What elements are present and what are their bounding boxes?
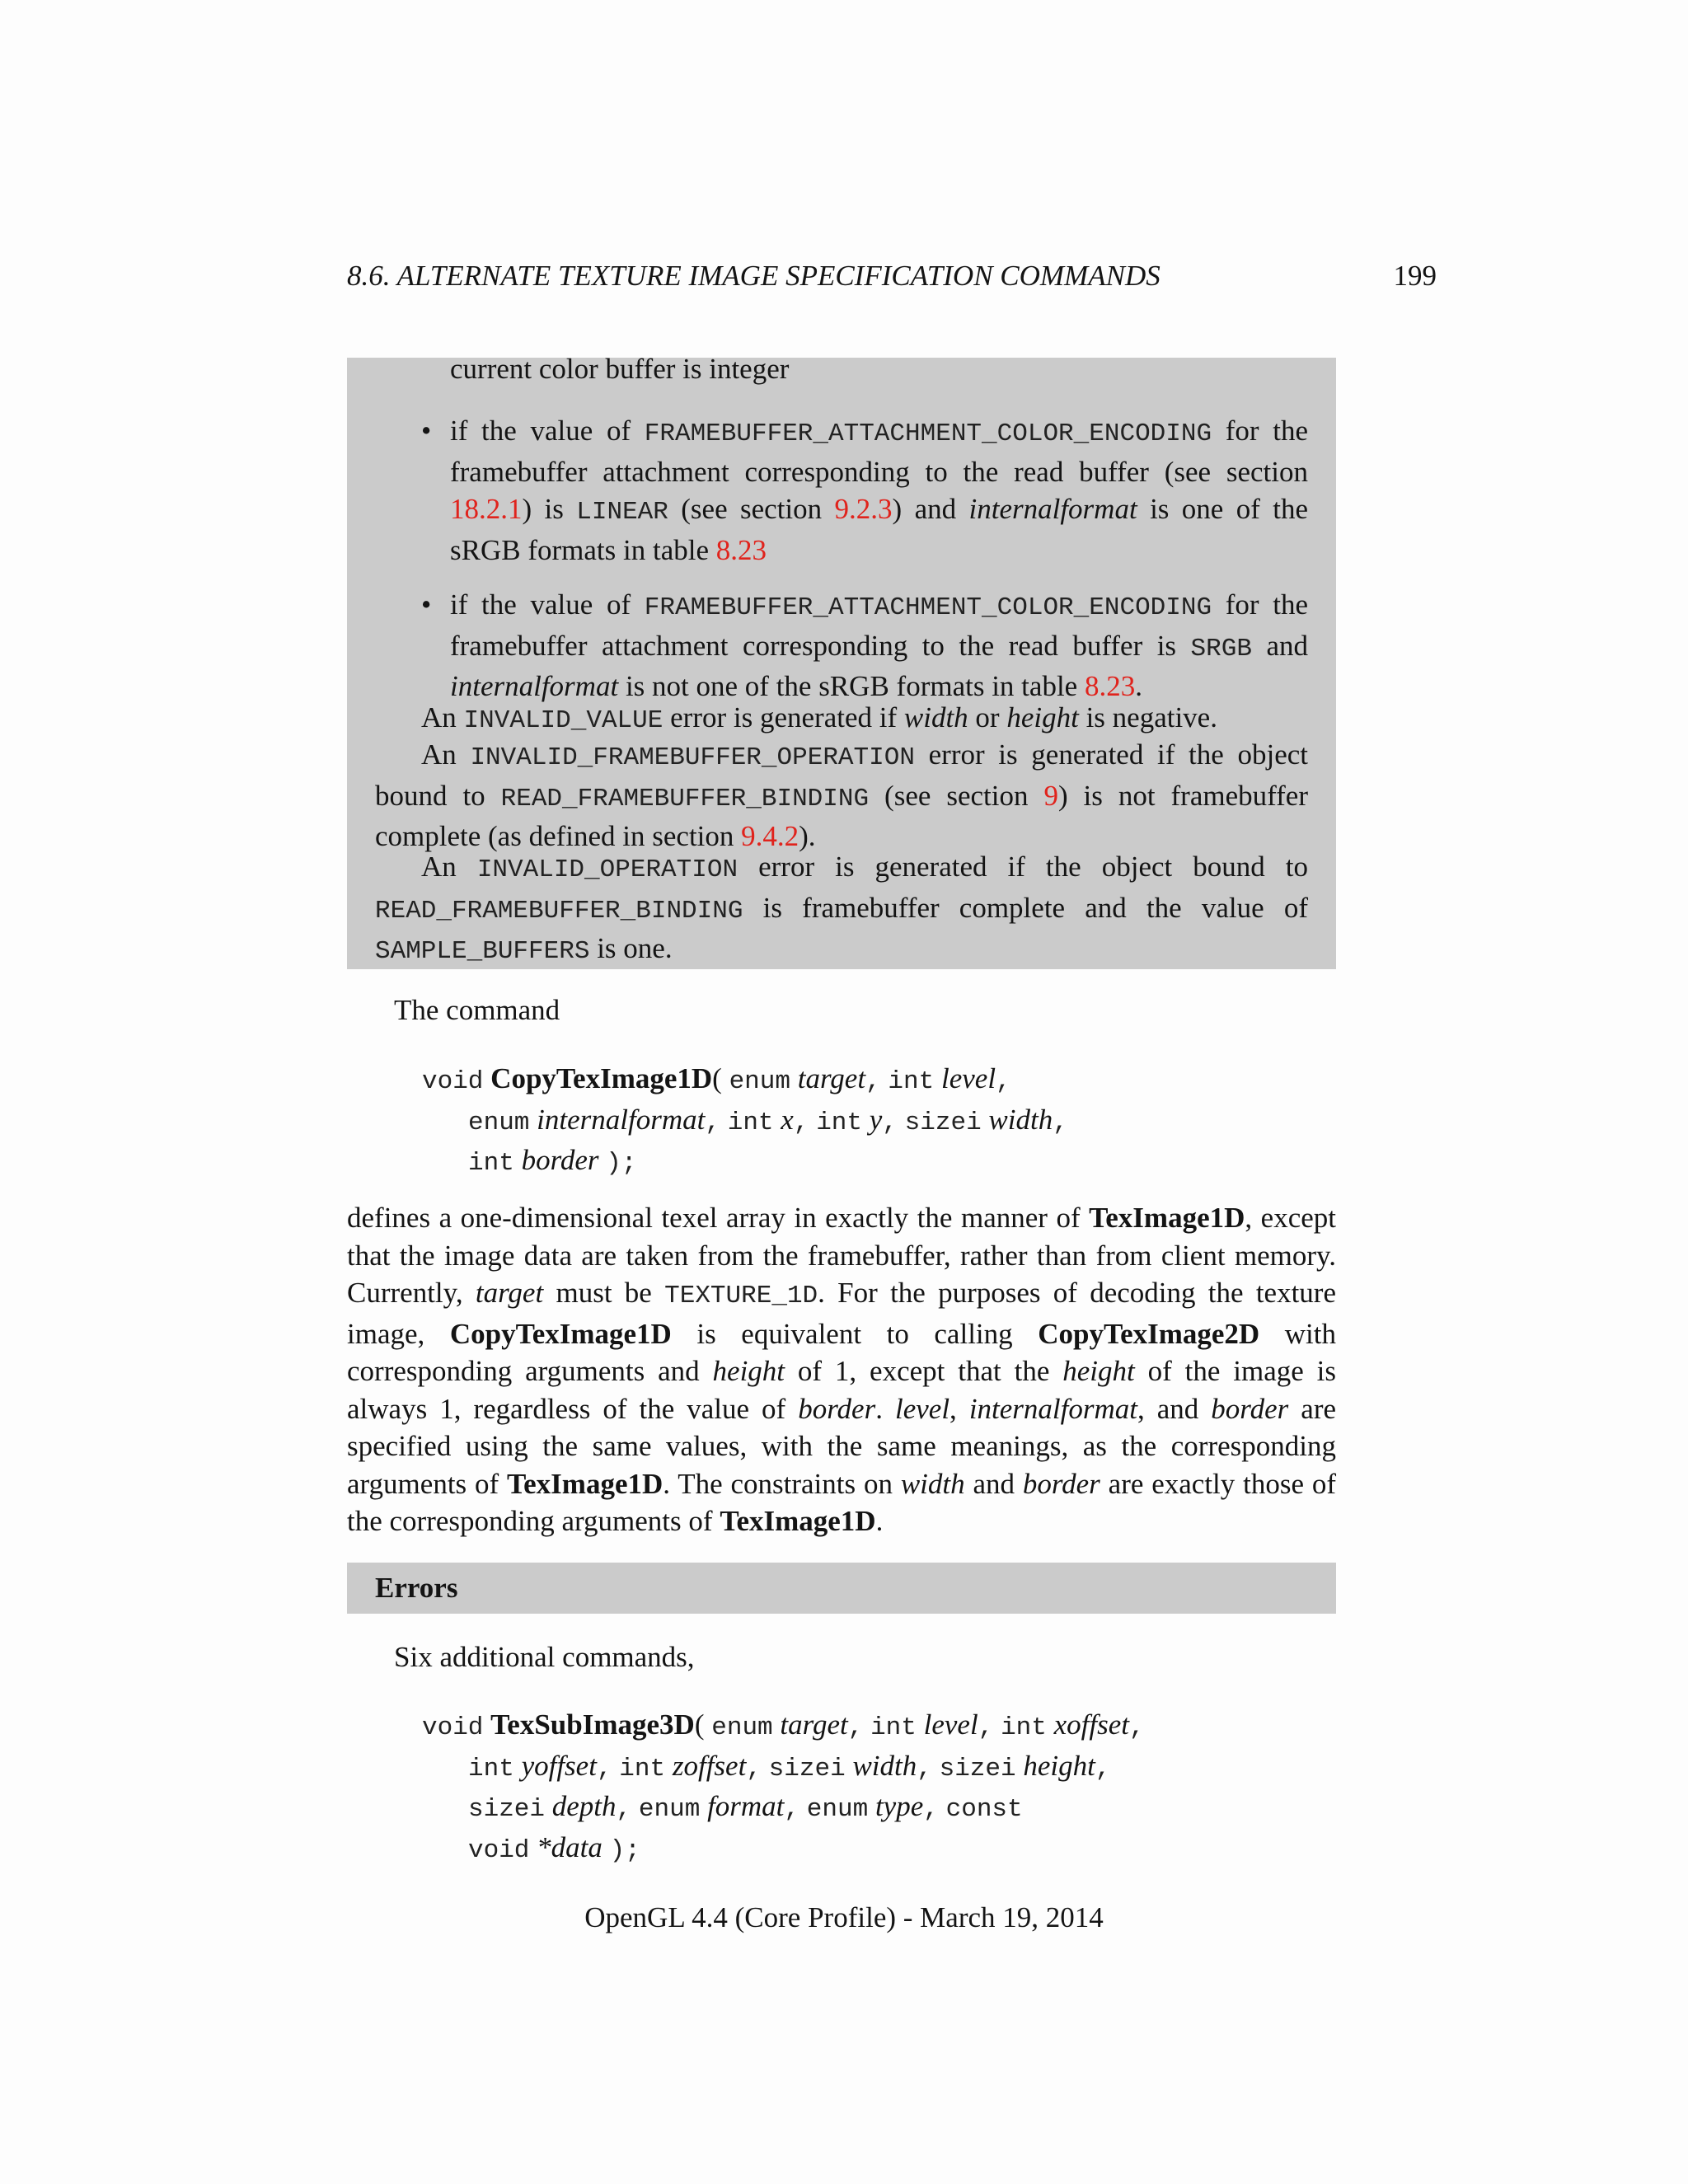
return-type: void (422, 1067, 484, 1096)
text: ) is (522, 493, 577, 525)
code-token: READ_FRAMEBUFFER_BINDING (500, 784, 870, 813)
the-command-label: The command (394, 994, 560, 1026)
text: ). (799, 820, 816, 852)
arg-type: int (619, 1754, 666, 1783)
comma: , (865, 1067, 881, 1096)
comma: , (1053, 1108, 1068, 1137)
arg-name: zoffset (672, 1749, 747, 1782)
code-token: FRAMEBUFFER_ATTACHMENT_COLOR_ENCODING (644, 419, 1212, 448)
text: . The constraints on (663, 1467, 901, 1500)
text: are specified using the same values, with the same meanings, as the corresponding arguments of (347, 1392, 1337, 1500)
param-name: target (475, 1277, 544, 1309)
param-name: border (1022, 1467, 1100, 1500)
arg-name: depth (551, 1790, 617, 1822)
arg-name: format (707, 1790, 785, 1822)
text: of the image is always 1, regardless of the value of (347, 1355, 1337, 1425)
param-name: width (900, 1467, 965, 1500)
text: with corresponding arguments and (347, 1317, 1336, 1387)
command-name: CopyTexImage1D (490, 1062, 713, 1094)
text: is framebuffer complete and the value of (743, 891, 1308, 924)
arg-name: target (797, 1062, 866, 1094)
continuation-line: current color buffer is integer (450, 353, 790, 385)
code-token: READ_FRAMEBUFFER_BINDING (375, 896, 743, 926)
arg-type: sizei (468, 1795, 546, 1824)
text: and (964, 1467, 1023, 1500)
arg-type: sizei (768, 1754, 846, 1783)
prototype-line-1 (422, 1706, 1145, 1747)
arg-type: enum (806, 1795, 869, 1824)
comma: , (923, 1795, 939, 1824)
comma: , (1095, 1754, 1111, 1783)
comma: , (616, 1795, 632, 1824)
error-invalid-framebuffer-operation (375, 736, 1308, 855)
prototype-line-2 (422, 1747, 1145, 1788)
arg-type: int (816, 1108, 862, 1137)
texsubimage3d-prototype (422, 1706, 1145, 1869)
page-footer: OpenGL 4.4 (Core Profile) - March 19, 2014 (584, 1901, 1104, 1933)
text: if the value of (450, 588, 645, 621)
arg-type: sizei (904, 1108, 982, 1137)
text: An (421, 738, 471, 771)
section-link[interactable]: 9.4.2 (741, 820, 799, 852)
arg-type: sizei (939, 1754, 1016, 1783)
text: are exactly those of the corresponding arguments of (347, 1467, 1336, 1537)
param-name: border (798, 1392, 876, 1425)
param-name: height (1062, 1355, 1135, 1387)
comma: , (882, 1108, 898, 1137)
code-token: LINEAR (576, 498, 668, 527)
arg-name: level (940, 1062, 996, 1094)
code-token: TEXTURE_1D (664, 1282, 818, 1310)
arg-type: int (1001, 1713, 1047, 1742)
comma: , (793, 1108, 809, 1137)
text: ) is not framebuffer complete (as defined in section (375, 779, 1308, 852)
paren: ( (712, 1062, 722, 1094)
command-ref: CopyTexImage2D (1038, 1317, 1260, 1350)
arg-type: int (468, 1149, 514, 1178)
text: , and (1137, 1392, 1212, 1425)
copyteximage1d-prototype (422, 1060, 1068, 1183)
arg-type: int (870, 1713, 917, 1742)
table-link[interactable]: 8.23 (715, 533, 767, 566)
arg-name: type (874, 1790, 924, 1822)
arg-name: xoffset (1053, 1708, 1129, 1741)
comma: , (917, 1754, 932, 1783)
code-token: INVALID_OPERATION (476, 855, 738, 884)
text: is negative. (1078, 701, 1217, 733)
code-token: SAMPLE_BUFFERS (375, 937, 590, 966)
text: defines a one-dimensional texel array in exactly the manner of (347, 1202, 1090, 1234)
param-name: internalformat (968, 1392, 1137, 1425)
arg-name: border (521, 1144, 599, 1176)
text: An (421, 851, 477, 883)
prototype-line-2 (422, 1101, 1068, 1142)
comma: , (996, 1067, 1011, 1096)
text: . (1135, 670, 1142, 702)
text: error is generated if the object bound to (375, 738, 1308, 812)
arg-name: internalformat (537, 1103, 706, 1136)
paren: ); (606, 1149, 637, 1178)
text: , (950, 1392, 969, 1425)
arg-type: enum (638, 1795, 701, 1824)
text: is equivalent to calling (671, 1317, 1039, 1350)
bullet-dot: • (421, 415, 432, 447)
arg-type: int (727, 1108, 774, 1137)
page-number: 199 (1393, 260, 1437, 292)
bullet-dot: • (421, 588, 432, 621)
code-token: SRGB (1190, 634, 1252, 663)
running-header (347, 257, 1437, 295)
text: if the value of (450, 415, 645, 447)
comma: , (978, 1713, 994, 1742)
text: for the framebuffer attachment corresponding to the read buffer is (450, 588, 1308, 662)
section-link[interactable]: 9.2.3 (834, 493, 893, 525)
param-name: border (1211, 1392, 1289, 1425)
text: . For the purposes of decoding the texture image, (347, 1277, 1336, 1350)
code-token: INVALID_FRAMEBUFFER_OPERATION (470, 743, 915, 772)
prototype-line-1 (422, 1060, 1068, 1101)
text: is one of the sRGB formats in table (450, 493, 1309, 566)
bullet-srgb-srgb (450, 586, 1308, 705)
section-title: 8.6. ALTERNATE TEXTURE IMAGE SPECIFICATION COMMANDS (347, 260, 1160, 292)
arg-name: y (869, 1103, 883, 1136)
arg-type: const (945, 1795, 1023, 1824)
text: is not one of the sRGB formats in table (618, 670, 1085, 702)
code-token: INVALID_VALUE (463, 706, 663, 735)
text: . (875, 1505, 884, 1537)
comma: , (705, 1108, 720, 1137)
comma: , (847, 1713, 864, 1742)
comma: , (746, 1754, 762, 1783)
table-link[interactable]: 8.23 (1084, 670, 1136, 702)
command-ref: CopyTexImage1D (449, 1317, 672, 1350)
command-ref: TexImage1D (720, 1505, 876, 1537)
text: or (968, 701, 1007, 733)
arg-name: yoffset (521, 1749, 597, 1782)
param-name: height (1006, 701, 1079, 733)
text: error is generated if (663, 701, 904, 733)
text: for the framebuffer attachment corresponding to the read buffer (see section (450, 415, 1308, 488)
param-name: internalformat (450, 670, 619, 702)
bullet-srgb-linear (450, 412, 1308, 569)
command-ref: TexImage1D (507, 1467, 663, 1500)
section-link[interactable]: 9 (1043, 779, 1058, 812)
code-token: FRAMEBUFFER_ATTACHMENT_COLOR_ENCODING (644, 593, 1212, 622)
param-name: internalformat (968, 493, 1137, 525)
param-name: width (903, 701, 968, 733)
text: must be (543, 1277, 665, 1309)
comma: , (596, 1754, 612, 1783)
arg-type: int (468, 1754, 514, 1783)
errors-heading: Errors (375, 1572, 458, 1604)
param-name: level (894, 1392, 950, 1425)
arg-type: enum (711, 1713, 773, 1742)
text: error is generated if the object bound to (738, 851, 1309, 883)
text: and (1251, 629, 1308, 662)
text: of 1, except that the (785, 1355, 1063, 1387)
arg-name: height (1023, 1749, 1095, 1782)
arg-name: level (923, 1708, 978, 1741)
prototype-line-4 (422, 1829, 1145, 1870)
section-link[interactable]: 18.2.1 (450, 493, 523, 525)
paren: ); (609, 1835, 640, 1865)
arg-name: width (852, 1749, 917, 1782)
text: ) and (892, 493, 969, 525)
arg-name: x (781, 1103, 794, 1136)
command-name: TexSubImage3D (490, 1708, 695, 1741)
arg-type: int (888, 1067, 935, 1096)
arg-type: enum (729, 1067, 790, 1096)
arg-name: target (780, 1708, 848, 1741)
text: , except that the image data are taken from the framebuffer, rather than from client memory. Currently, (347, 1202, 1337, 1309)
arg-name: width (988, 1103, 1053, 1136)
copyteximage1d-description (347, 1199, 1336, 1540)
paren: ( (694, 1708, 705, 1741)
prototype-line-3 (422, 1788, 1145, 1829)
text: (see section (668, 493, 835, 525)
prototype-line-3 (422, 1141, 1068, 1183)
arg-type: enum (468, 1108, 530, 1137)
command-ref: TexImage1D (1089, 1202, 1245, 1234)
error-invalid-operation (375, 848, 1308, 971)
comma: , (784, 1795, 800, 1824)
errors-heading-bar (347, 1563, 1336, 1614)
param-name: height (712, 1355, 785, 1387)
text: is one. (589, 932, 673, 964)
six-commands-label: Six additional commands, (394, 1641, 695, 1673)
error-conditions-box (347, 353, 1336, 969)
arg-name: *data (537, 1830, 603, 1863)
comma: , (1129, 1713, 1145, 1742)
arg-type: void (468, 1835, 530, 1865)
text: An (421, 701, 464, 733)
return-type: void (422, 1713, 484, 1742)
text: (see section (869, 779, 1044, 812)
text: . (875, 1392, 895, 1425)
error-invalid-value (375, 699, 1308, 740)
